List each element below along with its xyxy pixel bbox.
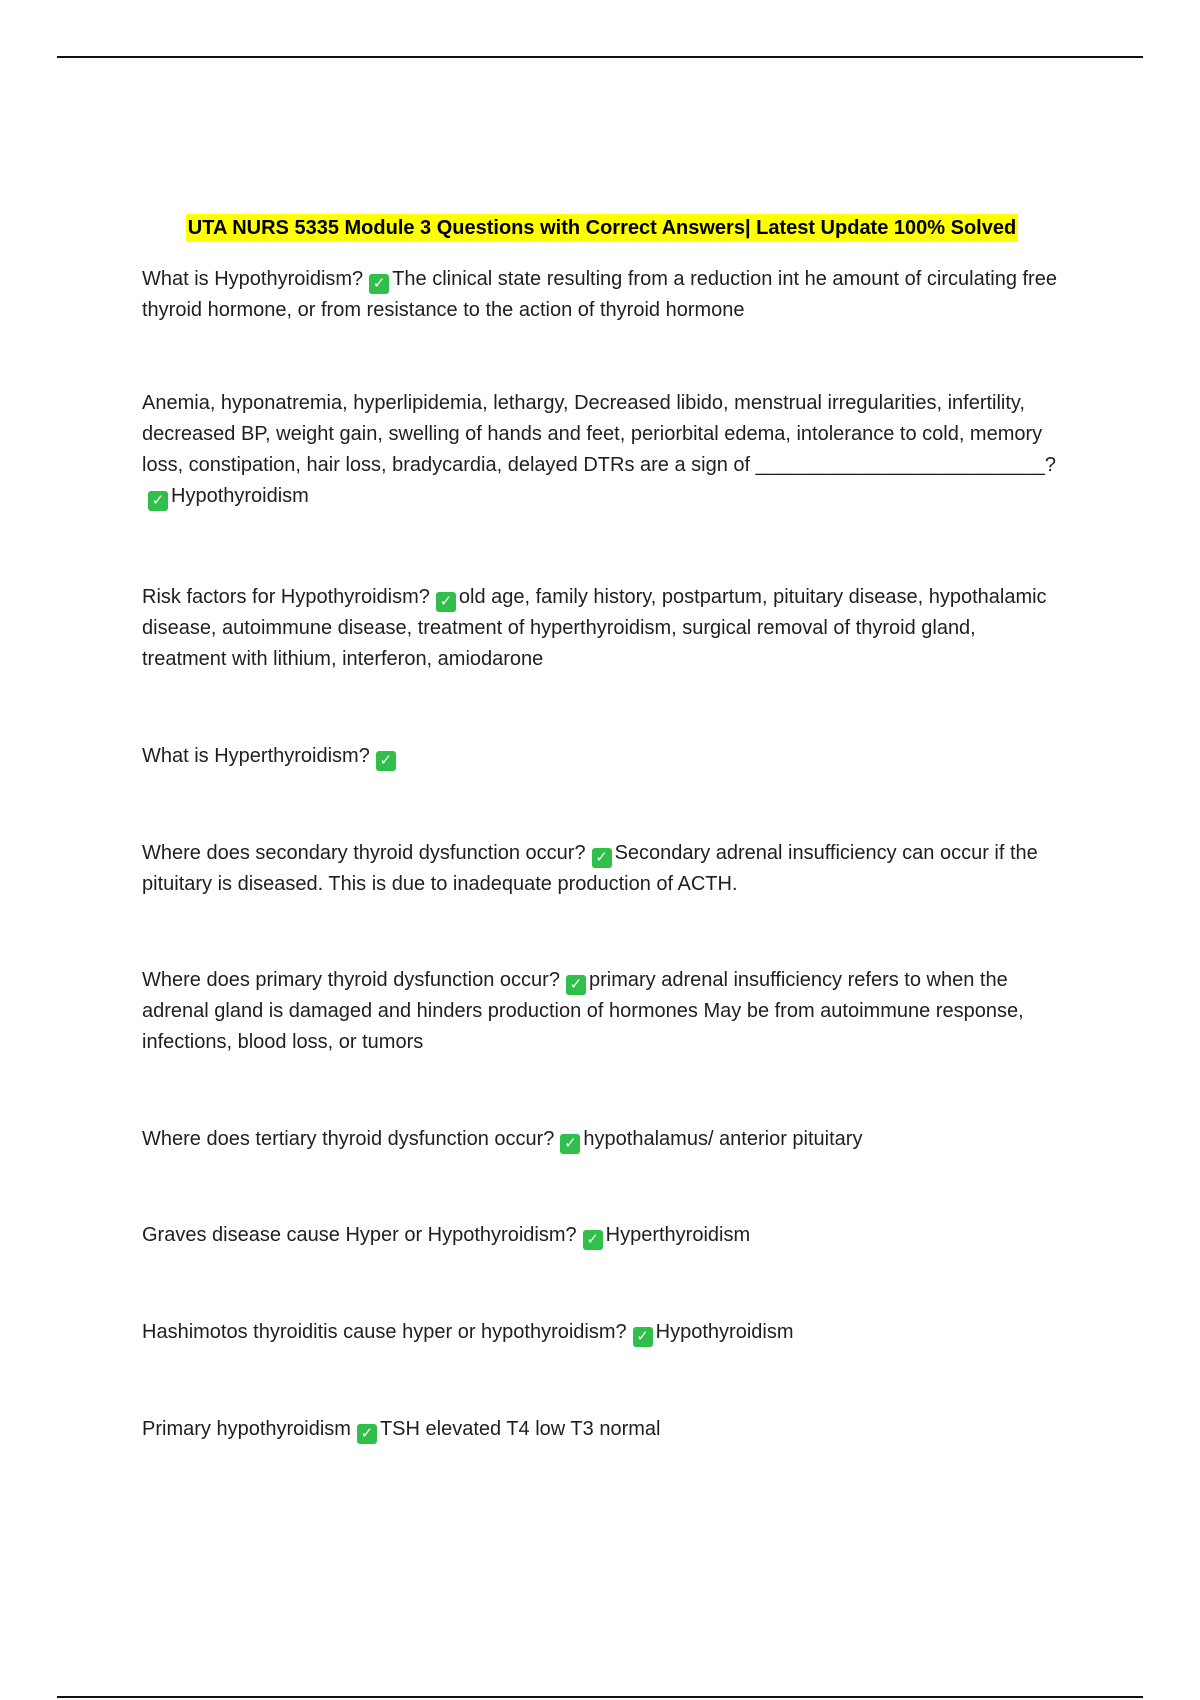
answer-text: Secondary adrenal insufficiency can occur if the pituitary is diseased. This is due to inadequate production of ACTH. xyxy=(142,842,1038,895)
answer-text: Hypothyroidism xyxy=(171,485,309,507)
qa-item xyxy=(142,1220,1062,1251)
check-mark-icon: ✓ xyxy=(357,1424,377,1444)
question-text: Primary hypothyroidism xyxy=(142,1418,351,1440)
check-mark-icon: ✓ xyxy=(369,274,389,294)
question-text: What is Hyperthyroidism? xyxy=(142,745,370,767)
check-mark-icon: ✓ xyxy=(376,751,396,771)
answer-text: old age, family history, postpartum, pituitary disease, hypothalamic disease, autoimmune disease, treatment of hyperthyroidism, surgical removal of thyroid gland, treatment with lithium, interferon, amiodarone xyxy=(142,586,1047,670)
qa-item xyxy=(142,388,1062,512)
question-text: Graves disease cause Hyper or Hypothyroidism? xyxy=(142,1224,577,1246)
answer-text: primary adrenal insufficiency refers to when the adrenal gland is damaged and hinders production of hormones May be from autoimmune response, infections, blood loss, or tumors xyxy=(142,969,1024,1053)
title-wrap xyxy=(142,214,1062,242)
qa-item xyxy=(142,1317,1062,1348)
answer-text: The clinical state resulting from a reduction int he amount of circulating free thyroid hormone, or from resistance to the action of thyroid hormone xyxy=(142,268,1057,321)
check-mark-icon: ✓ xyxy=(148,491,168,511)
qa-item xyxy=(142,1414,1062,1445)
question-text: Where does tertiary thyroid dysfunction occur? xyxy=(142,1128,555,1150)
check-mark-icon: ✓ xyxy=(633,1327,653,1347)
qa-item xyxy=(142,965,1062,1058)
qa-item xyxy=(142,838,1062,900)
question-text: What is Hypothyroidism? xyxy=(142,268,364,290)
question-text: Where does secondary thyroid dysfunction occur? xyxy=(142,842,586,864)
qa-item xyxy=(142,741,1062,772)
answer-text: hypothalamus/ anterior pituitary xyxy=(583,1128,863,1150)
check-mark-icon: ✓ xyxy=(583,1230,603,1250)
check-mark-icon: ✓ xyxy=(560,1134,580,1154)
top-rule xyxy=(57,56,1143,58)
question-text: Hashimotos thyroiditis cause hyper or hypothyroidism? xyxy=(142,1321,627,1343)
check-mark-icon: ✓ xyxy=(566,975,586,995)
qa-item xyxy=(142,264,1062,326)
answer-text: Hypothyroidism xyxy=(655,1321,794,1343)
question-text: Risk factors for Hypothyroidism? xyxy=(142,586,430,608)
answer-text: Hyperthyroidism xyxy=(605,1224,751,1246)
document-title: UTA NURS 5335 Module 3 Questions with Correct Answers| Latest Update 100% Solved xyxy=(186,214,1018,242)
check-mark-icon: ✓ xyxy=(436,592,456,612)
qa-item xyxy=(142,582,1062,675)
qa-item xyxy=(142,1124,1062,1155)
document-page xyxy=(142,214,1062,1442)
question-text: Anemia, hyponatremia, hyperlipidemia, lethargy, Decreased libido, menstrual irregularities, infertility, decreased BP, weight gain, swelling of hands and feet, periorbital edema, intolerance to cold, memory loss, constipation, hair loss, bradycardia, delayed DTRs are a sign of __________________________? xyxy=(142,392,1056,476)
question-text: Where does primary thyroid dysfunction occur? xyxy=(142,969,560,991)
answer-text: TSH elevated T4 low T3 normal xyxy=(379,1418,661,1440)
bottom-rule xyxy=(57,1696,1143,1698)
check-mark-icon: ✓ xyxy=(592,848,612,868)
